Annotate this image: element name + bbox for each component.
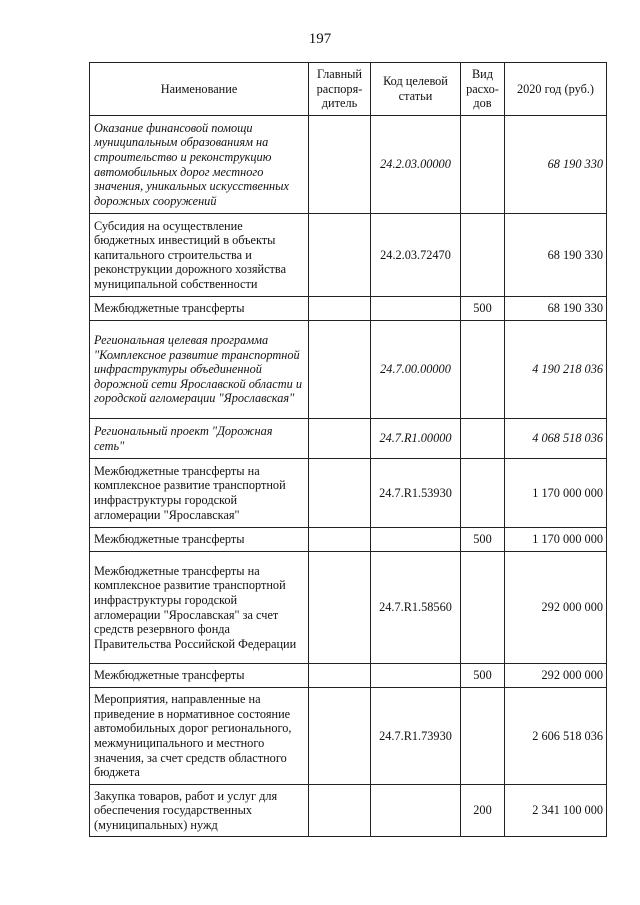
- row-amount: 2 341 100 000: [505, 785, 607, 837]
- table-row: [90, 528, 607, 552]
- table-row: [90, 419, 607, 459]
- row-amount: 4 068 518 036: [505, 419, 607, 459]
- row-name: Оказание финансовой помощи муниципальным образованиям на строительство и реконструкцию автомобильных дорог местного значения, уникальных искусственных дорожных сооружений: [90, 116, 309, 214]
- row-code: [371, 297, 461, 321]
- budget-table: [89, 62, 607, 837]
- row-amount: 1 170 000 000: [505, 459, 607, 528]
- row-name: Межбюджетные трансферты: [90, 297, 309, 321]
- row-amount: 292 000 000: [505, 664, 607, 688]
- row-name: Мероприятия, направленные на приведение в нормативное состояние автомобильных дорог регионального, межмуниципального и местного значения, за счет средств областного бюджета: [90, 688, 309, 785]
- row-code: 24.2.03.00000: [371, 116, 461, 214]
- header-name: Наименование: [90, 63, 309, 116]
- table-header-row: [90, 63, 607, 116]
- row-name: Региональный проект "Дорожная сеть": [90, 419, 309, 459]
- row-manager: [309, 214, 371, 297]
- row-type: 500: [461, 528, 505, 552]
- row-amount: 68 190 330: [505, 297, 607, 321]
- row-code: 24.2.03.72470: [371, 214, 461, 297]
- row-code: 24.7.00.00000: [371, 321, 461, 419]
- header-code: Код целевой статьи: [371, 63, 461, 116]
- row-amount: 1 170 000 000: [505, 528, 607, 552]
- row-amount: 4 190 218 036: [505, 321, 607, 419]
- header-year: 2020 год (руб.): [505, 63, 607, 116]
- header-manager: Главный распоря- дитель: [309, 63, 371, 116]
- table-row: [90, 688, 607, 785]
- row-type: [461, 116, 505, 214]
- row-manager: [309, 528, 371, 552]
- row-manager: [309, 785, 371, 837]
- table-row: [90, 459, 607, 528]
- row-type: [461, 459, 505, 528]
- table-row: [90, 321, 607, 419]
- row-manager: [309, 419, 371, 459]
- row-manager: [309, 664, 371, 688]
- row-name: Межбюджетные трансферты на комплексное развитие транспортной инфраструктуры городской агломерации "Ярославская": [90, 459, 309, 528]
- table-row: [90, 552, 607, 664]
- row-name: Межбюджетные трансферты на комплексное развитие транспортной инфраструктуры городской агломерации "Ярославская" за счет средств резервного фонда Правительства Российской Федерации: [90, 552, 309, 664]
- row-manager: [309, 688, 371, 785]
- row-manager: [309, 459, 371, 528]
- row-code: [371, 664, 461, 688]
- table-row: [90, 785, 607, 837]
- row-type: [461, 321, 505, 419]
- table-row: [90, 297, 607, 321]
- row-type: 500: [461, 664, 505, 688]
- row-type: [461, 552, 505, 664]
- page-number: 197: [308, 31, 332, 47]
- row-code: 24.7.R1.00000: [371, 419, 461, 459]
- row-name: Региональная целевая программа "Комплексное развитие транспортной инфраструктуры объединенной дорожной сети Ярославской области и городской агломерации "Ярославская": [90, 321, 309, 419]
- table-row: [90, 664, 607, 688]
- row-code: 24.7.R1.58560: [371, 552, 461, 664]
- row-code: [371, 528, 461, 552]
- row-type: [461, 419, 505, 459]
- row-code: [371, 785, 461, 837]
- table-row: [90, 214, 607, 297]
- row-code: 24.7.R1.73930: [371, 688, 461, 785]
- row-amount: 292 000 000: [505, 552, 607, 664]
- row-name: Межбюджетные трансферты: [90, 664, 309, 688]
- row-amount: 68 190 330: [505, 214, 607, 297]
- row-amount: 2 606 518 036: [505, 688, 607, 785]
- row-type: [461, 688, 505, 785]
- row-manager: [309, 116, 371, 214]
- row-name: Закупка товаров, работ и услуг для обеспечения государственных (муниципальных) нужд: [90, 785, 309, 837]
- table-row: [90, 116, 607, 214]
- row-manager: [309, 321, 371, 419]
- row-type: [461, 214, 505, 297]
- row-manager: [309, 297, 371, 321]
- row-type: 200: [461, 785, 505, 837]
- row-code: 24.7.R1.53930: [371, 459, 461, 528]
- row-name: Субсидия на осуществление бюджетных инвестиций в объекты капитального строительства и реконструкции дорожного хозяйства муниципальной собственности: [90, 214, 309, 297]
- row-name: Межбюджетные трансферты: [90, 528, 309, 552]
- row-manager: [309, 552, 371, 664]
- row-amount: 68 190 330: [505, 116, 607, 214]
- header-type: Вид расхо- дов: [461, 63, 505, 116]
- row-type: 500: [461, 297, 505, 321]
